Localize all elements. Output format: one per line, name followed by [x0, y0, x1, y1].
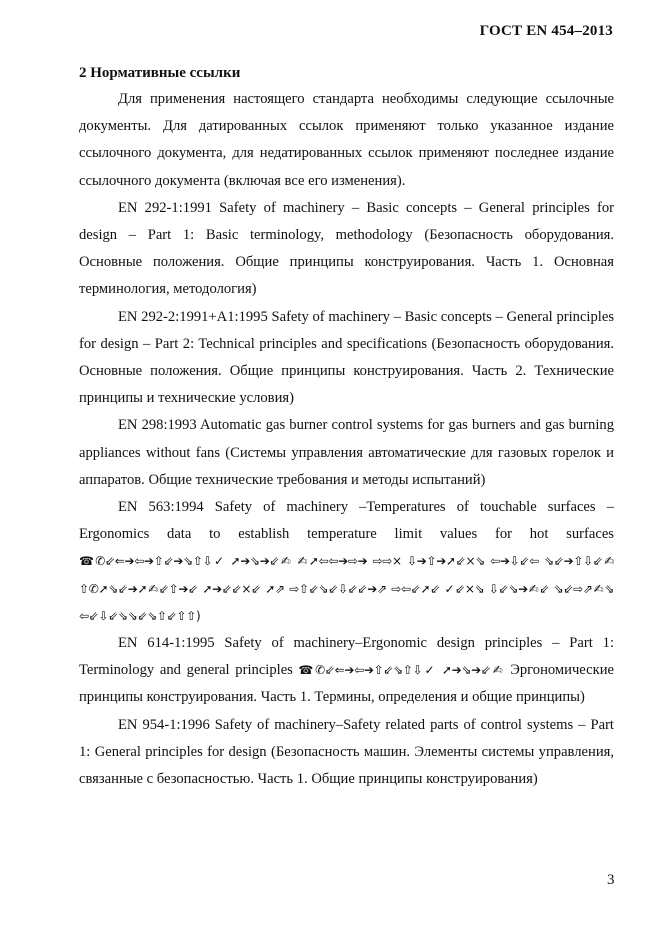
reference-en-563 [79, 494, 614, 630]
page-number: 3 [607, 872, 615, 888]
reference-en-292-2 [79, 304, 614, 413]
paragraph-text: EN 614-1:1995 Safety of machinery–Ergonomic design principles – Part 1: Terminology and general principles [79, 635, 614, 679]
paragraph-text-continued: Эргономические принципы конструирования. Часть 1. Термины, определения и общие принципы) [79, 662, 614, 706]
paragraph-text: EN 298:1993 Automatic gas burner control systems for gas burners and gas burning appliances without fans (Системы управления автоматические для газовых горелок и аппаратов. Общие технические требования и методы испытаний) [79, 417, 614, 488]
document-header: ГОСТ EN 454–2013 [479, 23, 613, 39]
paragraph-text: EN 292-2:1991+A1:1995 Safety of machinery – Basic concepts – General principles for design – Part 2: Technical principles and specifications (Безопасность оборудования. Основные положения. Общие принципы конструирования. Часть 2. Технические принципы и технические условия) [79, 308, 614, 407]
reference-en-298 [79, 412, 614, 494]
section-title: 2 Нормативные ссылки [79, 65, 241, 81]
paragraph-text: EN 563:1994 Safety of machinery –Temperatures of touchable surfaces – Ergonomics data to establish temperature limit values for hot surfaces [79, 499, 614, 543]
paragraph-text: EN 954-1:1996 Safety of machinery–Safety related parts of control systems – Part 1: General principles for design (Безопасность машин. Элементы системы управления, связанные с безопасностью. Часть 1. Общие принципы конструирования) [79, 716, 614, 788]
paragraph-text: EN 292-1:1991 Safety of machinery – Basic concepts – General principles for design – Part 1: Basic terminology, methodology (Безопасность оборудования. Основные положения. Общие принципы конструирования. Часть 1. Основная терминология, методология) [79, 199, 614, 298]
paragraph-text: Для применения настоящего стандарта необходимы следующие ссылочные документы. Для датированных ссылок применяют только указанное издание ссылочного документа, для недатированных ссылок применяют последнее издание ссылочного документа (включая все его изменения). [79, 91, 614, 189]
reference-en-614-1 [79, 630, 614, 712]
reference-en-954-1 [79, 712, 614, 794]
paragraph-intro [79, 86, 614, 195]
garbled-glyph-text: ☎✆⇙⇐➔⇦➔⇧⇙➔⇘⇧⇩✓ ➚➔⇘➔⇙✍ ✍➚⇦⇦➔⇨➔ ⇨⇨× ⇩➔⇧➔➚⇙×⇘ ⇦➔⇩⇙⇦ ⇘⇙➔⇧⇩⇙✍ ⇧✆➚⇘⇙➔➚✍⇙⇧➔⇙ ➚➔⇙⇙×⇙ ➚⇗ ⇨⇧⇙⇘⇙⇩⇙⇙➔⇗ ⇨⇦⇙➚⇙ ✓⇙×⇘ ⇩⇙⇘➔✍⇙ ⇘⇙⇨⇗✍⇘ ⇦⇙⇩⇙⇘⇘⇙⇘⇧⇙⇧⇧) [79, 554, 614, 623]
document-body [79, 62, 614, 793]
reference-en-292-1 [79, 195, 614, 304]
garbled-glyph-text: ☎✆⇙⇐➔⇦➔⇧⇙⇘⇧⇩✓ ➚➔⇘➔⇙✍ [292, 663, 505, 678]
